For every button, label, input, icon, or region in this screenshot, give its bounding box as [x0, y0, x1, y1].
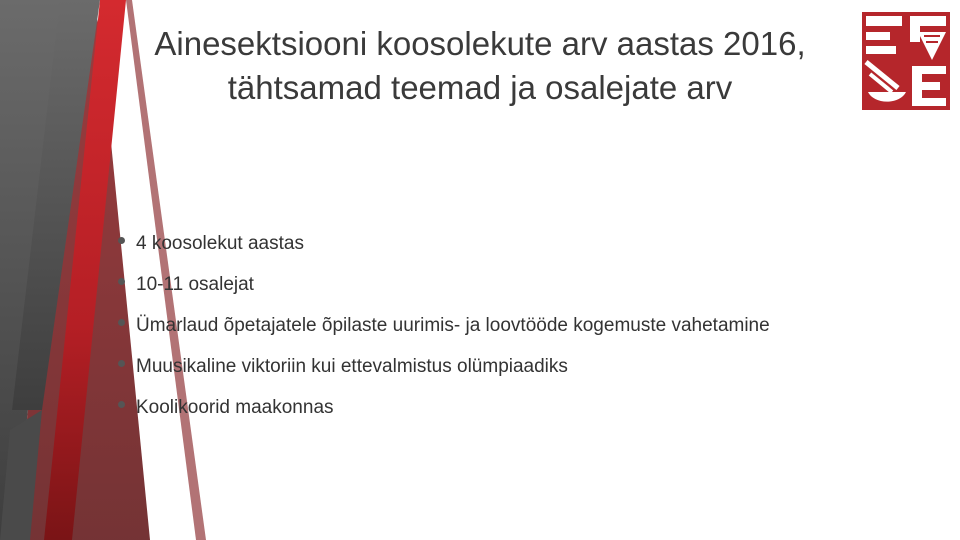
list-item — [118, 223, 948, 264]
school-emblem-logo-icon — [862, 12, 950, 110]
bullet-icon — [118, 278, 125, 285]
list-item — [118, 387, 948, 428]
bullet-icon — [118, 237, 125, 244]
bullet-text: 10-11 osalejat — [136, 273, 254, 295]
title-line-1: Ainesektsiooni koosolekute arv aastas 2016, — [154, 25, 806, 62]
bullet-list — [118, 223, 948, 428]
bullet-icon — [118, 360, 125, 367]
list-item — [118, 346, 948, 387]
bullet-text: Ümarlaud õpetajatele õpilaste uurimis- ja loovtööde kogemuste vahetamine — [136, 314, 770, 336]
bullet-icon — [118, 401, 125, 408]
list-item — [118, 264, 948, 305]
list-item — [118, 305, 948, 346]
bullet-icon — [118, 319, 125, 326]
bullet-text: Koolikoorid maakonnas — [136, 396, 334, 418]
slide-title — [110, 22, 850, 110]
title-line-2: tähtsamad teemad ja osalejate arv — [227, 69, 733, 106]
bullet-text: Muusikaline viktoriin kui ettevalmistus olümpiaadiks — [136, 355, 568, 377]
bullet-text: 4 koosolekut aastas — [136, 232, 304, 254]
